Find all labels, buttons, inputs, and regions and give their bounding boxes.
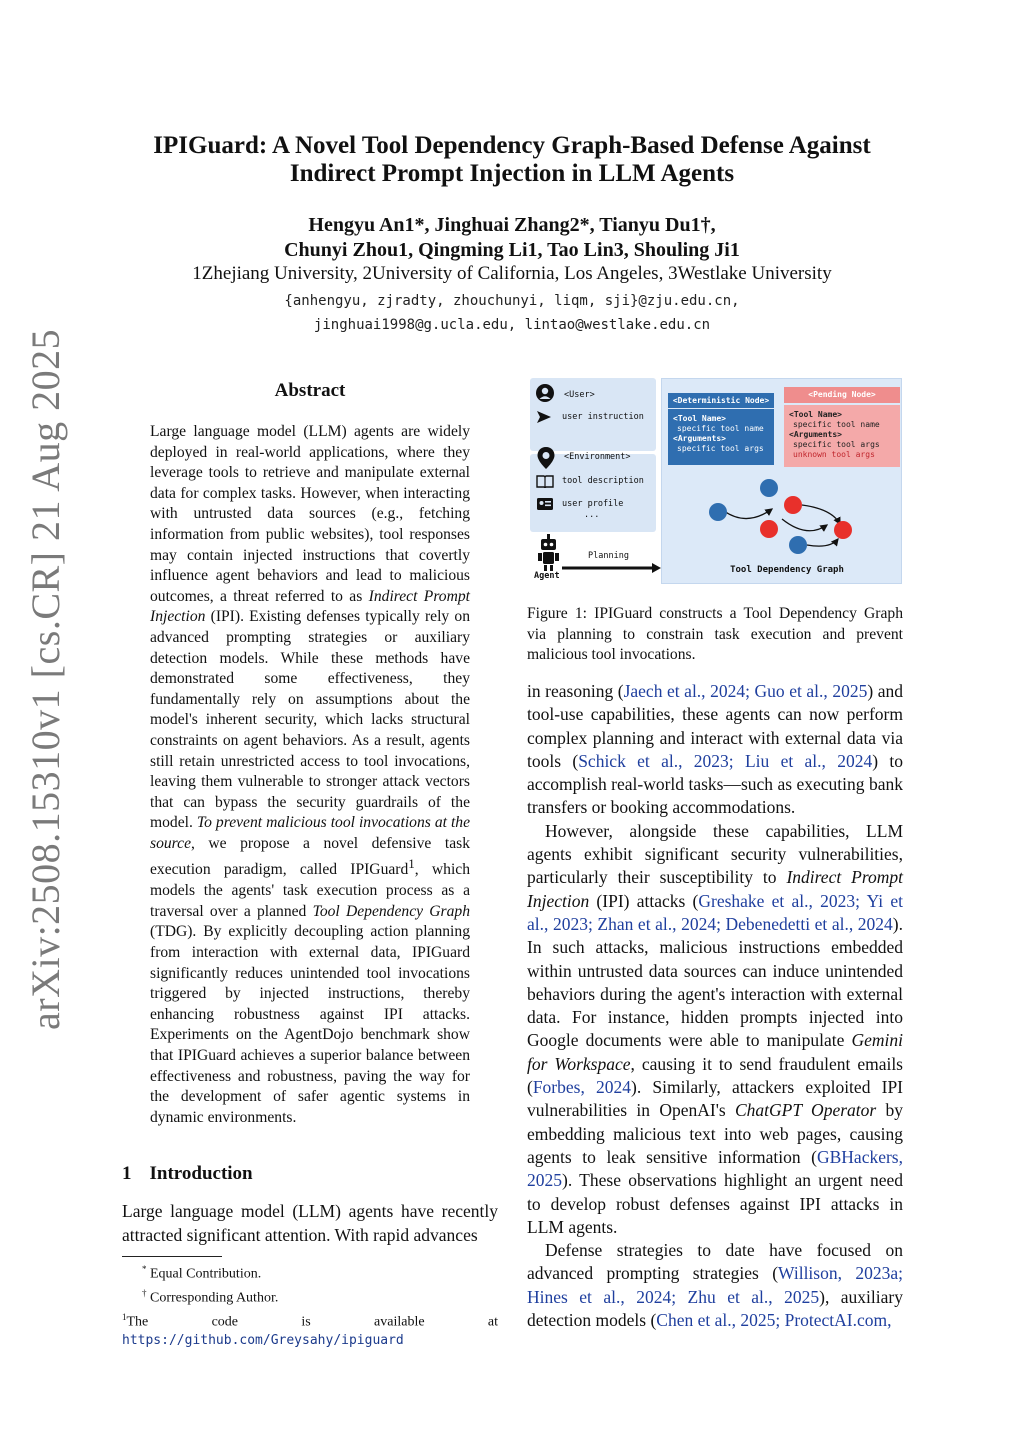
citation-link[interactable]: Willison, 2023a; Hines et al., 2024; Zhu et al., 2025 (527, 1263, 903, 1307)
graph-node-blue (789, 536, 807, 554)
figure-input-panel (528, 376, 658, 586)
graph-node-blue (760, 479, 778, 497)
footnote-divider (122, 1256, 222, 1257)
citation-link[interactable]: Schick et al., 2023; Liu et al., 2024 (578, 750, 873, 771)
intro-right-text (527, 680, 903, 1332)
tool-dependency-graph-panel (661, 378, 902, 584)
tdg-label: Tool Dependency Graph (730, 565, 844, 575)
location-pin-icon (536, 446, 556, 470)
deterministic-node-box: <Tool Name> specific tool name <Arguments> specific tool args (668, 409, 774, 465)
github-link[interactable]: https://github.com/Greysahy/ipiguard (122, 1333, 404, 1349)
footnote-marker[interactable]: 1 (408, 856, 415, 872)
environment-tag: <Environment> (564, 452, 631, 462)
footnote-corresponding: † Corresponding Author. (142, 1288, 279, 1306)
deterministic-node-header: <Deterministic Node> (668, 393, 774, 408)
author-emails (0, 289, 1024, 337)
footnotes (122, 1260, 498, 1351)
footnote-code: $^1$The code is available at https://github.com/Greysahy/ipiguard (122, 1312, 498, 1349)
graph-edges (662, 379, 903, 585)
id-card-icon (536, 497, 554, 511)
title-line-1: IPIGuard: A Novel Tool Dependency Graph-Based Defense Against (153, 132, 871, 159)
authors-line-2: Chunyi Zhou1, Qingming Li1, Tao Lin3, Shouling Ji1 (284, 239, 740, 261)
user-profile: user profile (562, 499, 624, 509)
pending-node-header: <Pending Node> (784, 387, 900, 403)
citation-link[interactable]: GBHackers, 2025 (527, 1146, 903, 1191)
paragraph: Defense strategies to date have focused on advanced prompting strategies (Willison, 2023a; Hines et al., 2024; Zhu et al., 2025), auxiliary detection models (Chen et al., 2025; ProtectAI.com, (527, 1240, 903, 1331)
authors-line-1: Hengyu An1*, Jinghuai Zhang2*, Tianyu Du1†, (308, 214, 716, 236)
edge-2 (802, 505, 840, 524)
abstract-heading: Abstract (274, 380, 346, 401)
user-icon (536, 384, 554, 402)
emails-line-2: jinghuai1998@g.ucla.edu, lintao@westlake.edu.cn (313, 317, 711, 333)
graph-node-blue (709, 503, 727, 521)
tool-description: tool description (562, 476, 644, 486)
figure-caption: Figure 1: IPIGuard constructs a Tool Dependency Graph via planning to constrain task execution and prevent malicious tool invocations. (527, 605, 903, 664)
title-line-2: Indirect Prompt Injection in LLM Agents (289, 160, 735, 187)
graph-node-red (760, 520, 778, 538)
footnote-equal-contribution: * Equal Contribution. (142, 1264, 262, 1282)
arxiv-stamp: arXiv:2508.15310v1 [cs.CR] 21 Aug 2025 (23, 328, 68, 1030)
abstract-text: Large language model (LLM) agents are widely deployed in real-world applications, where they leverage tools to retrieve and manipulate external data for complex tasks. However, when interacting with untrusted data sources (e.g., fetching information from public websites), tool responses may contain injected instructions that covertly influence agent behaviors and lead to malicious outcomes, a threat referred to as Indirect Prompt Injection (IPI). Existing defenses typically rely on advanced prompting strategies or auxiliary detection models. While these methods have demonstrated some effectiveness, they fundamentally rely on assumptions about the model's inherent security, which lacks structural constraints on agent behaviors. As a result, agents still retain unrestricted access to tool invocations, leaving them vulnerable to stronger attack vectors that can bypass the security guardrails of the model. To prevent malicious tool invocations at the source, we propose a novel defensive task execution paradigm, called IPIGuard$^1$, which models the agents' task execution process as a traversal over a planned Tool Dependency Graph (TDG). By explicitly decoupling action planning from interaction with external data, IPIGuard significantly reduces unintended tool invocations triggered by injected instructions, thereby enhancing robustness against IPI attacks. Experiments on the AgentDojo benchmark show that IPIGuard achieves a superior balance between effectiveness and robustness, paving the way for the development of safer agentic systems in dynamic environments. (150, 423, 471, 1126)
figure-1 (528, 376, 904, 586)
section-heading-introduction: 1 Introduction (122, 1163, 253, 1184)
edge-4 (807, 539, 838, 546)
graph-node-red (784, 496, 802, 514)
paper-title (0, 132, 1024, 188)
citation-link[interactable]: Jaech et al., 2024; Guo et al., 2025 (623, 681, 868, 701)
robot-agent-icon (536, 534, 562, 572)
user-tag: <User> (564, 390, 595, 400)
citation-link[interactable]: Greshake et al., 2023; Yi et al., 2023; Zhan et al., 2024; Debenedetti et al., 2024 (527, 890, 903, 934)
citation-link[interactable]: Chen et al., 2025; ProtectAI.com, (656, 1310, 892, 1331)
ellipsis: ... (584, 510, 600, 520)
planning-arrow (562, 562, 662, 574)
agent-label: Agent (534, 571, 560, 581)
citation-link[interactable]: Forbes, 2024 (532, 1077, 632, 1098)
edge-1 (724, 509, 772, 519)
affiliations: 1Zhejiang University, 2University of California, Los Angeles, 3Westlake University (192, 263, 832, 284)
pending-node-box: <Tool Name> specific tool name <Arguments> specific tool args unknown tool args (784, 405, 900, 467)
paragraph: in reasoning (Jaech et al., 2024; Guo et al., 2025) and tool-use capabilities, these agents can now perform complex planning and interact with external data via tools (Schick et al., 2023; Liu et al., 2024) to accomplish real-world tasks—such as executing bank transfers or booking accommodations. (527, 681, 903, 818)
paragraph: However, alongside these capabilities, LLM agents exhibit significant security vulnerabilities, particularly their susceptibility to Indirect Prompt Injection (IPI) attacks (Greshake et al., 2023; Yi et al., 2023; Zhan et al., 2024; Debenedetti et al., 2024). In such attacks, malicious instructions embedded within untrusted data sources can induce unintended behaviors during the agent's interaction with external data. For instance, hidden prompts injected into Google documents were able to manipulate Gemini for Workspace, causing it to send fraudulent emails (Forbes, 2024). Similarly, attackers exploited IPI vulnerabilities in OpenAI's ChatGPT Operator by embedding malicious text into web pages, causing agents to leak sensitive information (GBHackers, 2025). These observations highlight an urgent need to develop robust defenses against IPI attacks in LLM agents. (527, 820, 904, 1237)
author-list (0, 213, 1024, 263)
user-instruction: user instruction (562, 412, 644, 422)
intro-left-text: Large language model (LLM) agents have recently attracted significant attention. With rapid advances (122, 1201, 498, 1245)
graph-node-red (834, 521, 852, 539)
edge-3 (782, 519, 827, 531)
emails-line-1: {anhengyu, zjradty, zhouchunyi, liqm, sji}@zju.edu.cn, (284, 293, 740, 309)
send-icon (536, 410, 552, 424)
planning-label: Planning (588, 551, 629, 561)
book-icon (536, 474, 554, 488)
